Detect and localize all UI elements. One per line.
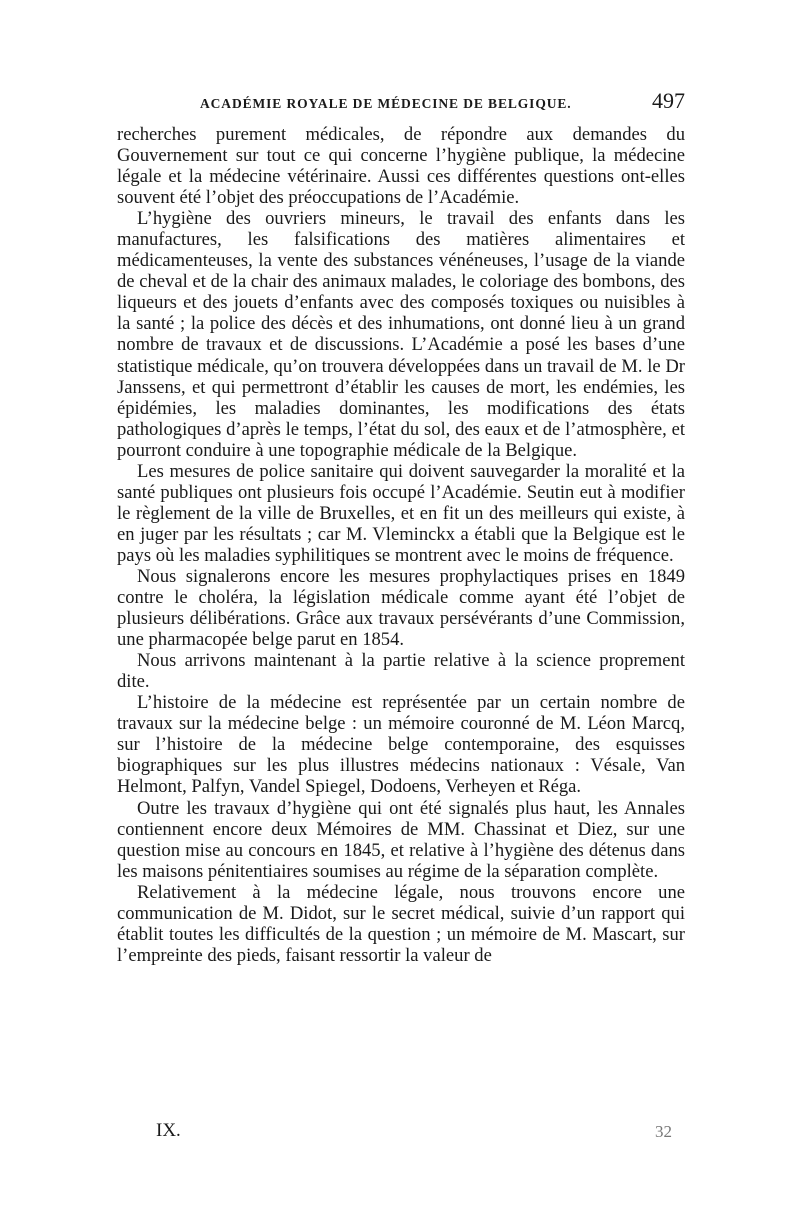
page-number: 497: [652, 88, 685, 113]
running-header: [200, 88, 685, 118]
paragraph: L’histoire de la médecine est représentée par un certain nombre de travaux sur la médecine belge : un mémoire couronné de M. Léon Marcq, sur l’histoire de la médecine belge contemporaine, des esquisses biographiques sur les plus illustres médecins nationaux : Vésale, Van Helmont, Palfyn, Vandel Spiegel, Dodoens, Verheyen et Réga.: [117, 692, 685, 798]
paragraph: Relativement à la médecine légale, nous trouvons encore une communication de M. Didot, sur le secret médical, suivie d’un rapport qui établit toutes les difficultés de la question ; un mémoire de M. Mascart, sur l’empreinte des pieds, faisant ressortir la valeur de: [117, 881, 685, 966]
paragraph: L’hygiène des ouvriers mineurs, le travail des enfants dans les manufactures, les falsifications des matières alimentaires et médicamenteuses, la vente des substances vénéneuses, l’usage de la viande de cheval et de la chair des animaux malades, le coloriage des bombons, des liqueurs et des jouets d’enfants avec des composés toxiques ou nuisibles à la santé ; la police des décès et des inhumations, ont donné lieu à un grand nombre de travaux et de discussions. L’Académie a posé les bases d’une statistique médicale, qu’on trouvera développées dans un travail de M. le Dr Janssens, et qui permettront d’établir les causes de mort, les endémies, les épidémies, les maladies dominantes, les modifications des états pathologiques d’après le temps, l’état du sol, des eaux et de l’atmosphère, et pourront conduire à une topographie médicale de la Belgique.: [117, 208, 685, 461]
body-text: [117, 124, 685, 966]
paragraph: Nous signalerons encore les mesures prophylactiques prises en 1849 contre le choléra, la législation médicale comme ayant été l’objet de plusieurs délibérations. Grâce aux travaux persévérants d’une Commission, une pharmacopée belge parut en 1854.: [117, 565, 685, 651]
running-title: ACADÉMIE ROYALE DE MÉDECINE DE BELGIQUE.: [200, 96, 572, 111]
paragraph: Outre les travaux d’hygiène qui ont été signalés plus haut, les Annales contiennent encore deux Mémoires de MM. Chassinat et Diez, sur une question mise au concours en 1845, et relative à l’hygiène des détenus dans les maisons pénitentiaires soumises au régime de la séparation complète.: [117, 797, 685, 882]
sheet-number: 32: [655, 1122, 672, 1141]
paragraph: Les mesures de police sanitaire qui doivent sauvegarder la moralité et la santé publiques ont plusieurs fois occupé l’Académie. Seutin eut à modifier le règlement de la ville de Bruxelles, et en fit un des meilleurs qui existe, à en juger par les résultats ; car M. Vleminckx a établi que la Belgique est le pays où les maladies syphilitiques se montrent avec le moins de fréquence.: [117, 460, 685, 566]
paragraph: Nous arrivons maintenant à la partie relative à la science proprement dite.: [117, 650, 685, 693]
page-footer: [0, 1120, 800, 1150]
signature-mark: IX.: [156, 1120, 181, 1141]
paragraph: recherches purement médicales, de répondre aux demandes du Gouvernement sur tout ce qui concerne l’hygiène publique, la médecine légale et la médecine vétérinaire. Aussi ces différentes questions ont-elles souvent été l’objet des préoccupations de l’Académie.: [117, 124, 685, 209]
